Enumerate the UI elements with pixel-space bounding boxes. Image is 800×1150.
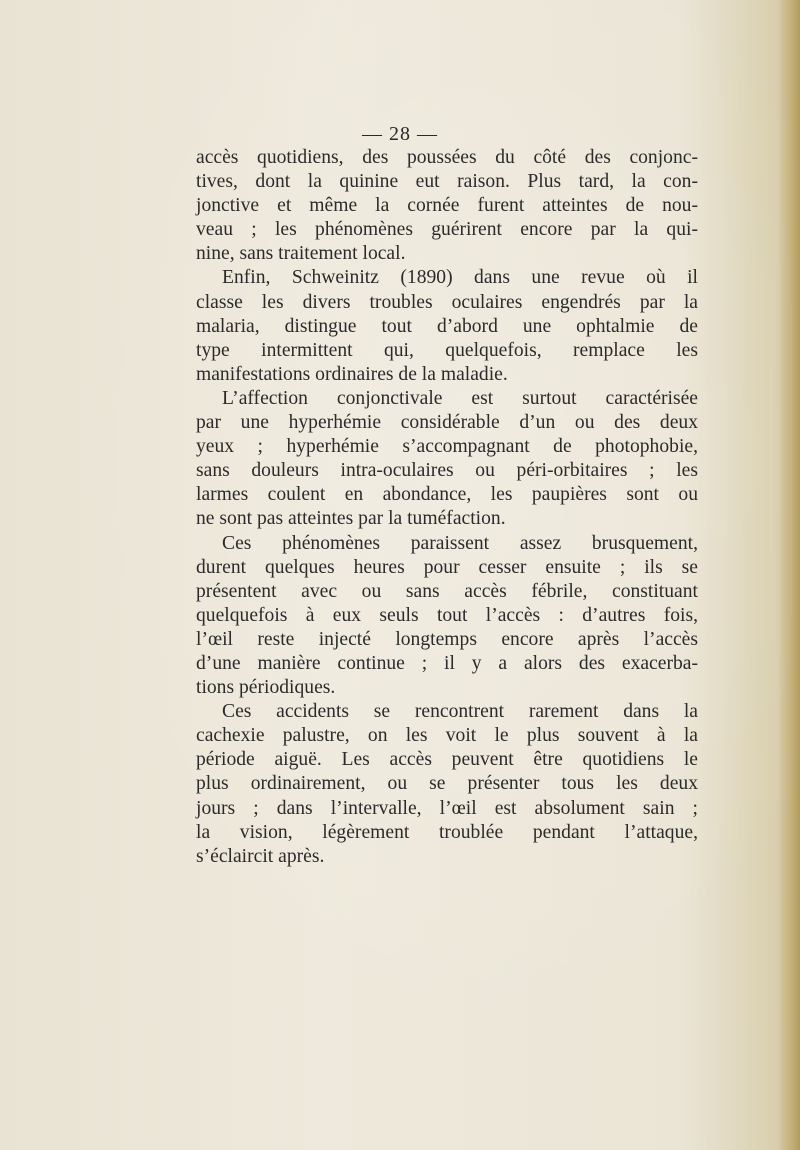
- text-line: sans douleurs intra-oculaires ou péri-orbitaires ; les: [196, 460, 698, 482]
- text-line: jonctive et même la cornée furent atteintes de nou-: [196, 195, 698, 217]
- text-line: accès quotidiens, des poussées du côté des conjonc-: [196, 147, 698, 168]
- text-line: la vision, légèrement troublée pendant l’attaque,: [196, 821, 698, 843]
- text-line: nine, sans traitement local.: [196, 243, 406, 265]
- text-line: larmes coulent en abondance, les paupières sont ou: [196, 484, 698, 506]
- text-line: quelquefois à eux seuls tout l’accès : d’autres fois,: [196, 604, 698, 626]
- text-line: tions périodiques.: [196, 677, 336, 699]
- text-line: durent quelques heures pour cesser ensuite ; ils se: [196, 556, 698, 578]
- body-text: [196, 146, 698, 869]
- text-line: l’œil reste injecté longtemps encore après l’accès: [196, 628, 698, 650]
- text-line: Ces phénomènes paraissent assez brusquement,: [222, 532, 698, 554]
- text-line: ne sont pas atteintes par la tuméfaction.: [196, 508, 506, 530]
- text-line: classe les divers troubles oculaires engendrés par la: [196, 291, 698, 313]
- text-line: yeux ; hyperhémie s’accompagnant de photophobie,: [196, 436, 698, 458]
- text-line: période aiguë. Les accès peuvent être quotidiens le: [196, 749, 698, 771]
- text-line: malaria, distingue tout d’abord une ophtalmie de: [196, 315, 698, 337]
- page-number: — 28 —: [362, 123, 438, 145]
- text-line: manifestations ordinaires de la maladie.: [196, 363, 508, 385]
- text-line: d’une manière continue ; il y a alors des exacerba-: [196, 652, 698, 674]
- text-line: jours ; dans l’intervalle, l’œil est absolument sain ;: [196, 797, 698, 819]
- page-edge-stain: [778, 0, 800, 1150]
- text-line: par une hyperhémie considérable d’un ou des deux: [196, 412, 698, 434]
- text-line: plus ordinairement, ou se présenter tous les deux: [196, 773, 698, 795]
- text-line: type intermittent qui, quelquefois, remplace les: [196, 339, 698, 361]
- text-line: présentent avec ou sans accès fébrile, constituant: [196, 580, 698, 602]
- text-line: tives, dont la quinine eut raison. Plus tard, la con-: [196, 171, 698, 193]
- text-line: veau ; les phénomènes guérirent encore par la qui-: [196, 219, 698, 241]
- text-line: Ces accidents se rencontrent rarement dans la: [222, 701, 698, 723]
- text-line: L’affection conjonctivale est surtout caractérisée: [222, 387, 698, 409]
- text-line: cachexie palustre, on les voit le plus souvent à la: [196, 725, 698, 747]
- text-line: s’éclaircit après.: [196, 845, 325, 867]
- text-line: Enfin, Schweinitz (1890) dans une revue où il: [222, 267, 698, 289]
